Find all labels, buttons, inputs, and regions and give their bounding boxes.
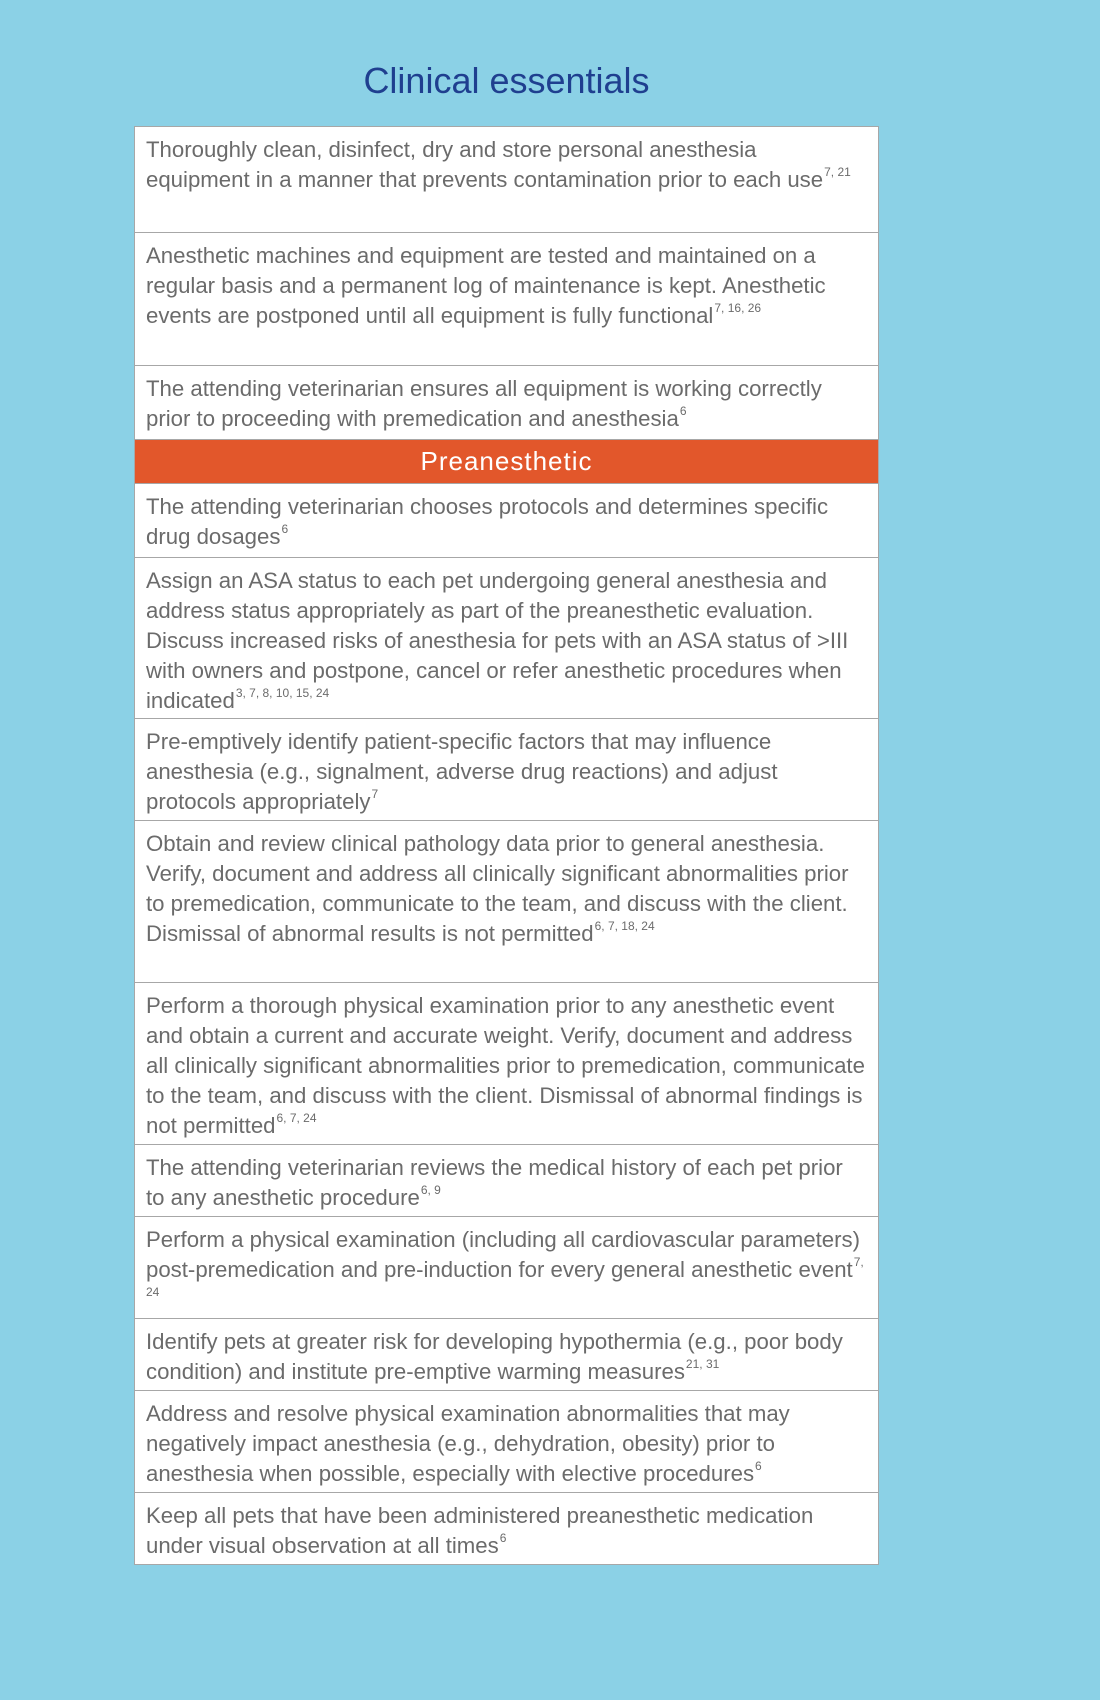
- row-text: Address and resolve physical examination abnormalities that may negatively impact anesthesia (e.g., dehydration, obesity) prior to anesthesia when possible, especially with elective procedures: [146, 1401, 790, 1486]
- row-references: 6, 9: [420, 1183, 441, 1197]
- row-text: Pre-emptively identify patient-specific factors that may influence anesthesia (e.g., signalment, adverse drug reactions) and adjust protocols appropriately: [146, 729, 778, 814]
- table-row: [135, 1217, 878, 1319]
- row-references: 6, 7, 24: [276, 1111, 317, 1125]
- row-references: 7, 21: [824, 165, 851, 179]
- row-text: Anesthetic machines and equipment are tested and maintained on a regular basis and a permanent log of maintenance is kept. Anesthetic events are postponed until all equipment is fully functional: [146, 243, 826, 328]
- table-row: [135, 983, 878, 1145]
- table-row: [135, 366, 878, 440]
- row-text: The attending veterinarian chooses protocols and determines specific drug dosages: [146, 494, 829, 549]
- guidelines-table: [134, 126, 879, 1565]
- row-references: 3, 7, 8, 10, 15, 24: [235, 686, 330, 700]
- row-references: 21, 31: [685, 1357, 720, 1371]
- row-text: Identify pets at greater risk for developing hypothermia (e.g., poor body condition) and institute pre-emptive warming measures: [146, 1329, 843, 1384]
- page-title: Clinical essentials: [363, 60, 650, 101]
- row-text: Obtain and review clinical pathology data prior to general anesthesia. Verify, document and address all clinically significant abnormalities prior to premedication, communicate to the team, and discuss with the client. Dismissal of abnormal results is not permitted: [146, 831, 849, 946]
- table-row: [135, 558, 878, 719]
- table-row: [135, 1391, 878, 1493]
- row-text: Perform a thorough physical examination prior to any anesthetic event and obtain a current and accurate weight. Verify, document and address all clinically significant abnormalities prior to premedication, communicate to the team, and discuss with the client. Dismissal of abnormal findings is not permitted: [146, 993, 865, 1138]
- table-row: [135, 484, 878, 558]
- row-references: 7, 24: [146, 1255, 864, 1299]
- row-references: 6: [755, 1459, 762, 1473]
- row-text: Perform a physical examination (including all cardiovascular parameters) post-premedication and pre-induction for every general anesthetic event: [146, 1227, 861, 1282]
- row-references: 6: [499, 1531, 507, 1545]
- row-text: The attending veterinarian ensures all equipment is working correctly prior to proceeding with premedication and anesthesia: [146, 376, 822, 431]
- table-row: [135, 127, 878, 233]
- table-row: [135, 821, 878, 983]
- table-row: [135, 1493, 878, 1564]
- row-text: Assign an ASA status to each pet undergoing general anesthesia and address status appropriately as part of the preanesthetic evaluation. Discuss increased risks of anesthesia for pets with an ASA status of >III with owners and postpone, cancel or refer anesthetic procedures when indicated: [146, 568, 849, 713]
- row-text: Keep all pets that have been administered preanesthetic medication under visual observation at all times: [146, 1503, 814, 1558]
- row-references: 7: [371, 787, 379, 801]
- row-text: The attending veterinarian reviews the medical history of each pet prior to any anesthetic procedure: [146, 1155, 843, 1210]
- row-references: 6, 7, 18, 24: [594, 919, 655, 933]
- row-references: 6: [281, 522, 289, 536]
- table-row: [135, 1145, 878, 1217]
- table-row: [135, 1319, 878, 1391]
- section-header-preanesthetic: Preanesthetic: [135, 440, 878, 484]
- row-references: 7, 16, 26: [714, 301, 762, 315]
- table-row: [135, 233, 878, 366]
- table-row: [135, 719, 878, 821]
- row-references: 6: [679, 404, 687, 418]
- row-text: Thoroughly clean, disinfect, dry and store personal anesthesia equipment in a manner that prevents contamination prior to each use: [146, 137, 824, 192]
